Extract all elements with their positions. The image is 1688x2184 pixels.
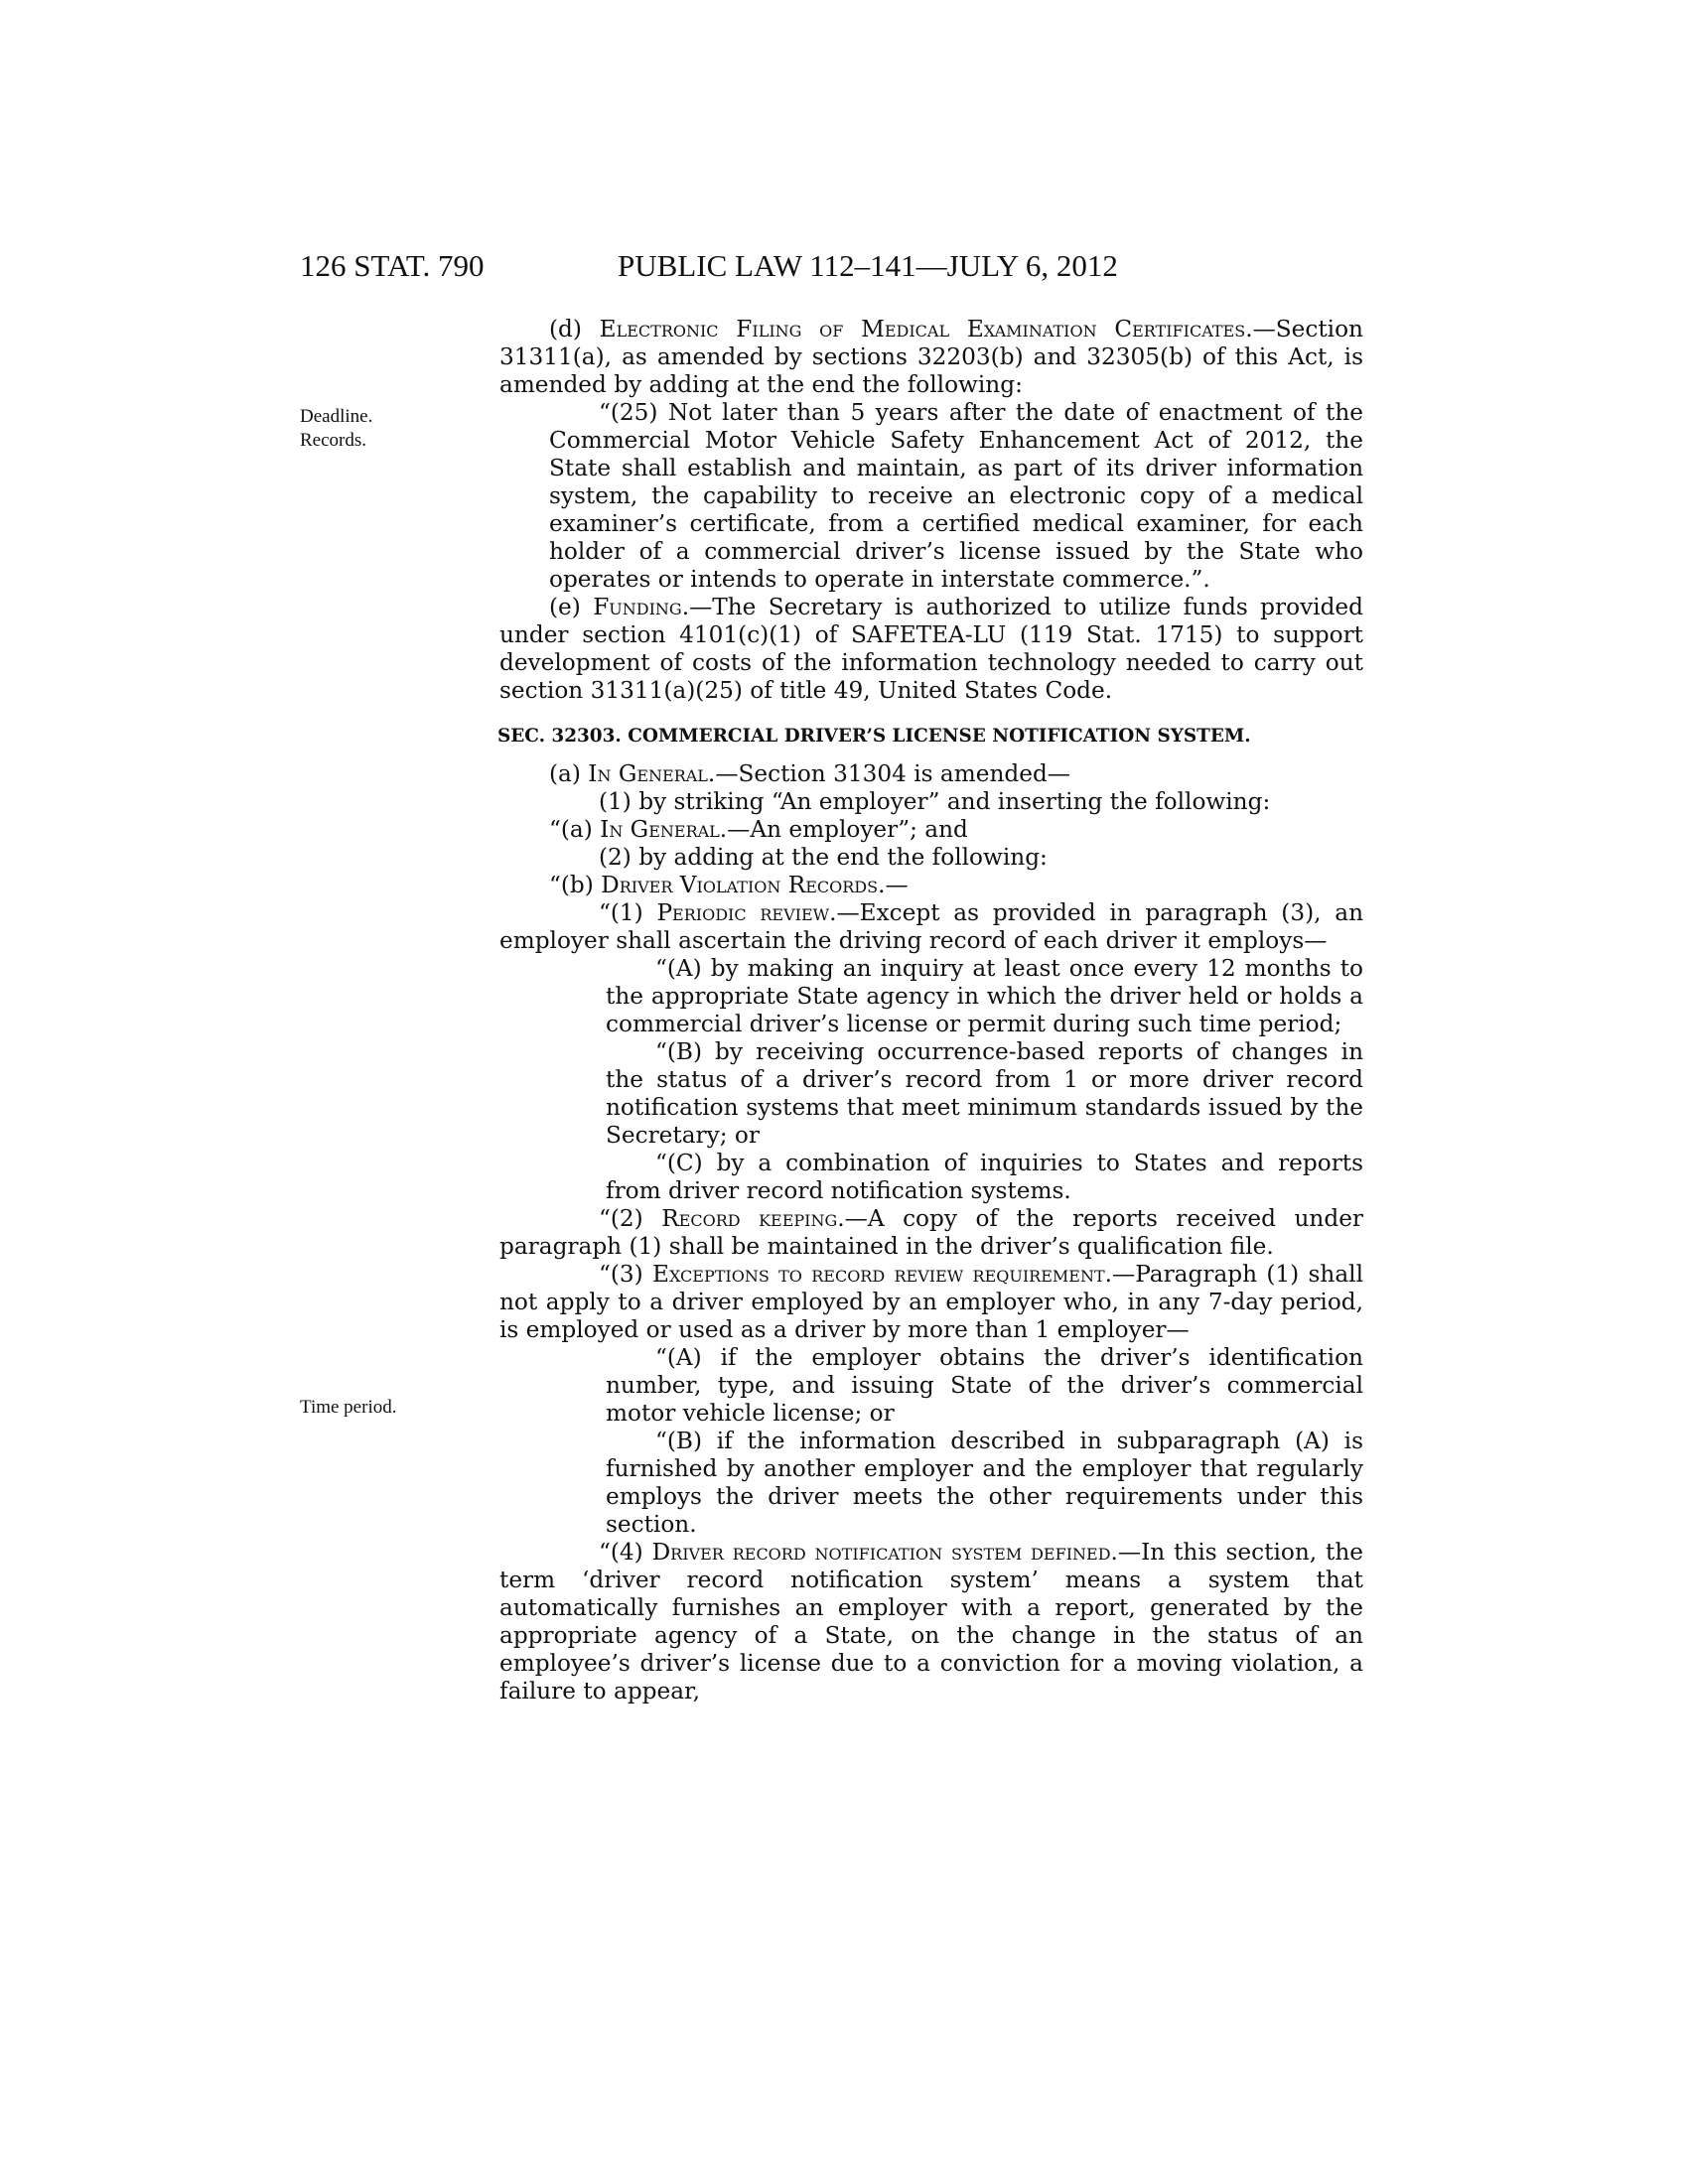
page-header (300, 248, 1364, 288)
margin-note-deadline (300, 405, 449, 453)
subsection-d-text: —Section 31311(a), as amended by sections 32203(b) and 32305(b) of this Act, is amended by adding at the end the following: (499, 316, 1363, 398)
margin-note-time-period-text: Time period. (300, 1397, 397, 1418)
paragraph-a1-quote-caption: In General. (600, 816, 728, 843)
subsection-e-label: (e) (549, 594, 594, 620)
paragraph-a1-quote-label: “(a) (549, 816, 601, 843)
paragraph-b4-text: —In this section, the term ‘driver record notification system’ means a system that automatically furnishes an employer with a report, generated by the appropriate agency of a State, on the change in the status of an employee’s driver’s license due to a conviction for a moving violation, a failure to appear, (499, 1539, 1363, 1705)
paragraph-b1-caption: Periodic review. (656, 899, 837, 926)
paragraph-b4 (499, 1539, 1363, 1706)
subsection-b (499, 872, 1363, 899)
paragraph-a1-quote (499, 816, 1363, 844)
paragraph-b3 (499, 1261, 1363, 1344)
subsection-d (499, 316, 1363, 399)
paragraph-a1: (1) by striking “An employer” and inserting the following: (599, 788, 1271, 815)
paragraph-b4-caption: Driver record notification system defined. (651, 1539, 1118, 1566)
subsection-b-label: “(b) (549, 872, 602, 898)
subparagraph-b1C: “(C) by a combination of inquiries to States and reports from driver record notification systems. (606, 1150, 1363, 1204)
paragraph-a1-quote-text: —An employer”; and (727, 816, 968, 843)
subsection-d-label: (d) (549, 316, 600, 342)
paragraph-b1 (499, 899, 1363, 955)
subparagraph-b1A: “(A) by making an inquiry at least once every 12 months to the appropriate State agency in which the driver held or holds a commercial driver’s license or permit during such time period; (606, 955, 1363, 1037)
paragraph-b1-label: “(1) (599, 899, 657, 926)
subsection-a (499, 760, 1363, 788)
subparagraph-b3B: “(B) if the information described in subparagraph (A) is furnished by another employer and the employer that regularly employs the driver meets the other requirements under this section. (606, 1428, 1363, 1538)
paragraph-b2-label: “(2) (599, 1205, 662, 1232)
running-title: PUBLIC LAW 112–141—JULY 6, 2012 (618, 248, 1118, 283)
stat-citation: 126 STAT. 790 (300, 248, 485, 283)
paragraph-b4-label: “(4) (599, 1539, 652, 1566)
section-heading: SEC. 32303. COMMERCIAL DRIVER’S LICENSE NOTIFICATION SYSTEM. (497, 726, 1251, 747)
margin-note-time-period (300, 1396, 449, 1420)
subparagraph-b3A: “(A) if the employer obtains the driver’s identification number, type, and issuing State of the driver’s commercial motor vehicle license; or (606, 1344, 1363, 1427)
subsection-b-caption: Driver Violation Records. (601, 872, 886, 898)
subsection-b-text: — (885, 872, 909, 898)
subsection-a-text: —Section 31304 is amended— (715, 760, 1070, 787)
paragraph-b2-text: —A copy of the reports received under paragraph (1) shall be maintained in the driver’s qualification file. (499, 1205, 1364, 1260)
paragraph-b2-caption: Record keeping. (661, 1205, 845, 1232)
document-body (499, 316, 1363, 1706)
paragraph-b3-text: —Paragraph (1) shall not apply to a driver employed by an employer who, in any 7-day period, is employed or used as a driver by more than 1 employer— (499, 1261, 1363, 1343)
margin-note-records-text: Records. (300, 430, 367, 451)
subsection-e-text: —The Secretary is authorized to utilize funds provided under section 4101(c)(1) of SAFETEA-LU (119 Stat. 1715) to support development of costs of the information technology needed to carry out section 31311(a)(25) of title 49, United States Code. (499, 594, 1363, 704)
subsection-a-caption: In General. (588, 760, 716, 787)
subsection-d-quote: “(25) Not later than 5 years after the date of enactment of the Commercial Motor Vehicle Safety Enhancement Act of 2012, the State shall establish and maintain, as part of its driver information system, the capability to receive an electronic copy of a medical examiner’s certificate, from a certified medical examiner, for each holder of a commercial driver’s license issued by the State who operates or intends to operate in interstate commerce.”. (549, 399, 1363, 593)
paragraph-b2 (499, 1205, 1363, 1261)
subsection-e (499, 594, 1363, 705)
subparagraph-b1B: “(B) by receiving occurrence-based reports of changes in the status of a driver’s record from 1 or more driver record notification systems that meet minimum standards issued by the Secretary; or (606, 1038, 1363, 1149)
paragraph-b3-caption: Exceptions to record review requirement. (652, 1261, 1113, 1288)
paragraph-b1-text: —Except as provided in paragraph (3), an employer shall ascertain the driving record of each driver it employs— (499, 899, 1364, 954)
subsection-e-caption: Funding. (593, 594, 690, 620)
subsection-d-caption: Electronic Filing of Medical Examination Certificates. (599, 316, 1253, 342)
margin-note-deadline-text: Deadline. (300, 406, 373, 427)
paragraph-a2: (2) by adding at the end the following: (599, 844, 1048, 871)
paragraph-b3-label: “(3) (599, 1261, 653, 1288)
subsection-a-label: (a) (549, 760, 589, 787)
